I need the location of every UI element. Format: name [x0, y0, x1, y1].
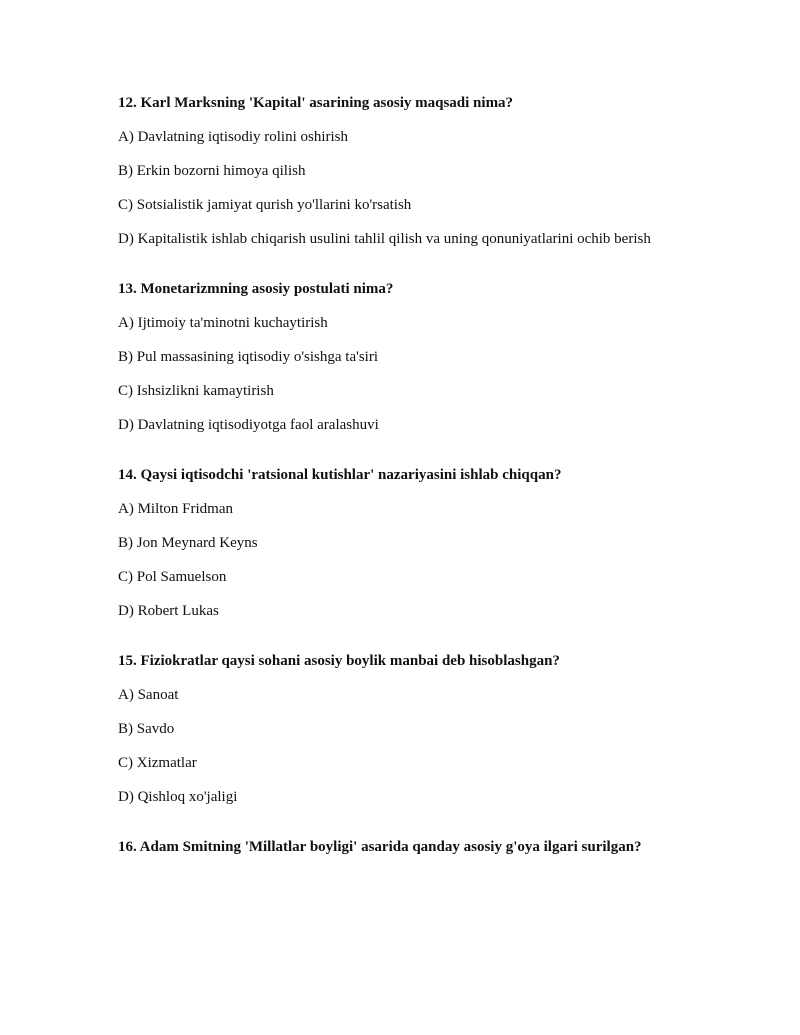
option-a: A) Milton Fridman [118, 501, 233, 517]
option-c: C) Ishsizlikni kamaytirish [118, 383, 274, 399]
document-page [118, 93, 758, 887]
question-text: 14. Qaysi iqtisodchi 'ratsional kutishlar' nazariyasini ishlab chiqqan? [118, 467, 562, 483]
question-14 [118, 465, 758, 621]
question-text: 12. Karl Marksning 'Kapital' asarining asosiy maqsadi nima? [118, 95, 514, 111]
option-b: B) Erkin bozorni himoya qilish [118, 163, 306, 179]
question-12 [118, 93, 758, 249]
option-c: C) Xizmatlar [118, 755, 197, 771]
option-b: B) Pul massasining iqtisodiy o'sishga ta'siri [118, 349, 378, 365]
option-a: A) Ijtimoiy ta'minotni kuchaytirish [118, 315, 328, 331]
question-13 [118, 279, 758, 435]
option-d: D) Davlatning iqtisodiyotga faol aralashuvi [118, 417, 379, 433]
question-15 [118, 651, 758, 807]
option-b: B) Jon Meynard Keyns [118, 535, 258, 551]
option-d: D) Robert Lukas [118, 603, 219, 619]
option-c: C) Sotsialistik jamiyat qurish yo'llarini ko'rsatish [118, 197, 412, 213]
question-text: 13. Monetarizmning asosiy postulati nima? [118, 281, 394, 297]
option-d: D) Qishloq xo'jaligi [118, 789, 238, 805]
question-text: 16. Adam Smitning 'Millatlar boyligi' asarida qanday asosiy g'oya ilgari surilgan? [118, 839, 642, 855]
option-c: C) Pol Samuelson [118, 569, 227, 585]
option-d: D) Kapitalistik ishlab chiqarish usulini tahlil qilish va uning qonuniyatlarini ochib berish [118, 231, 651, 247]
question-16 [118, 837, 758, 857]
option-b: B) Savdo [118, 721, 175, 737]
question-text: 15. Fiziokratlar qaysi sohani asosiy boylik manbai deb hisoblashgan? [118, 653, 560, 669]
option-a: A) Sanoat [118, 687, 179, 703]
option-a: A) Davlatning iqtisodiy rolini oshirish [118, 129, 348, 145]
